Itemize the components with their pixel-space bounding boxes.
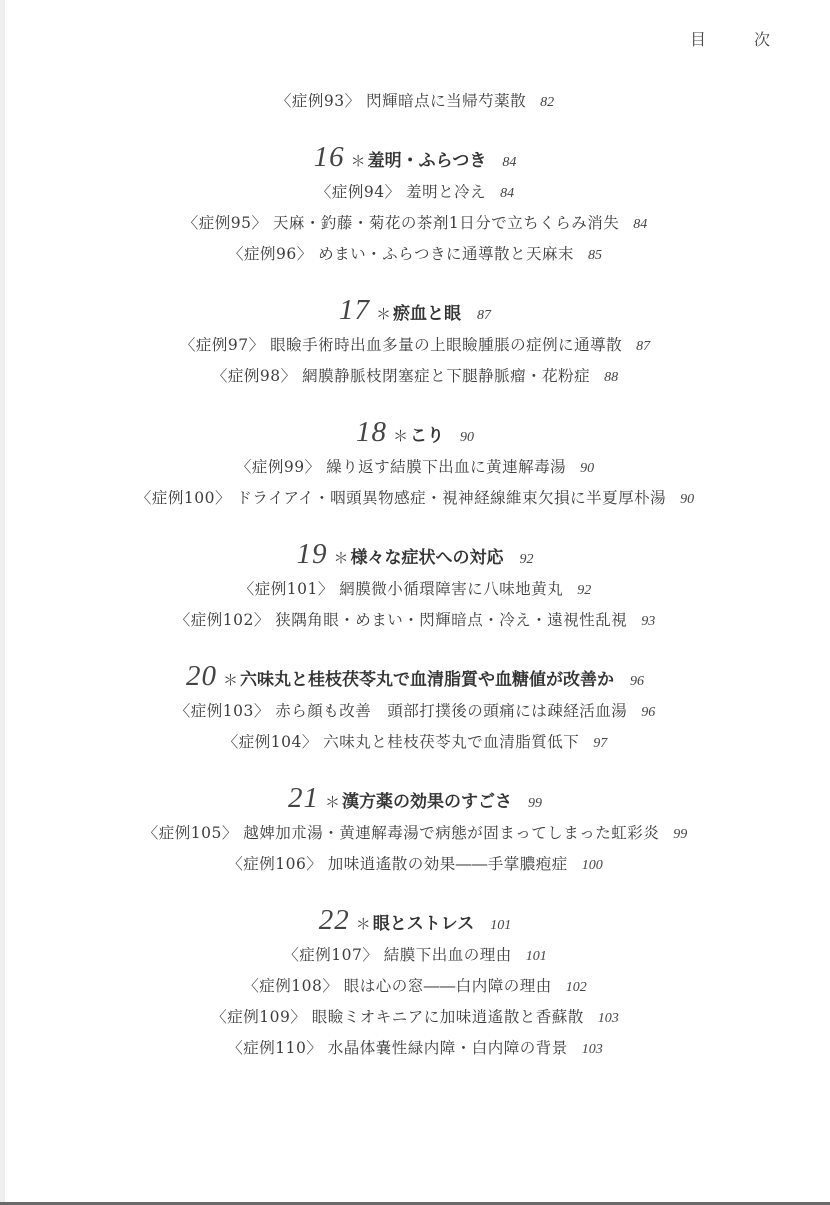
page-number: 84 — [633, 217, 648, 232]
case-label: 〈症例98〉 網膜静脈枝閉塞症と下腿静脈瘤・花粉症 — [211, 367, 591, 385]
page-number: 87 — [636, 339, 651, 354]
page-number: 101 — [525, 949, 547, 964]
toc-case-entry[interactable] — [0, 361, 830, 392]
toc-chapter-22[interactable] — [0, 900, 830, 940]
chapter-number: 17 — [338, 294, 370, 326]
chapter-title: 瘀血と眼 — [393, 304, 461, 324]
toc-chapter-21[interactable] — [0, 778, 830, 818]
chapter-title: 眼とストレス — [372, 914, 475, 934]
toc-case-entry[interactable] — [0, 330, 830, 361]
toc-case-entry[interactable] — [0, 940, 830, 971]
case-label: 〈症例102〉 狭隅角眼・めまい・閃輝暗点・冷え・遠視性乱視 — [174, 611, 628, 629]
chapter-number: 18 — [355, 416, 387, 448]
page-number: 102 — [565, 980, 587, 995]
toc-case-entry[interactable] — [0, 452, 830, 483]
chapter-number: 20 — [185, 660, 217, 692]
chapter-title: こり — [410, 426, 444, 446]
case-label: 〈症例106〉 加味逍遙散の効果――手掌膿疱症 — [227, 855, 568, 873]
case-label: 〈症例95〉 天麻・釣藤・菊花の茶剤1日分で立ちくらみ消失 — [182, 214, 620, 232]
toc-chapter-19[interactable] — [0, 534, 830, 574]
page-number: 96 — [630, 674, 644, 689]
page-number: 90 — [580, 461, 595, 476]
toc-chapter-16[interactable] — [0, 137, 830, 177]
page-number: 96 — [641, 705, 656, 720]
page-number: 93 — [641, 614, 656, 629]
toc-case-entry[interactable] — [0, 727, 830, 758]
toc-case-entry[interactable] — [0, 849, 830, 880]
page-number: 90 — [460, 430, 474, 445]
page-number: 88 — [604, 370, 619, 385]
case-label: 〈症例94〉 羞明と冷え — [315, 183, 487, 201]
case-label: 〈症例105〉 越婢加朮湯・黄連解毒湯で病態が固まってしまった虹彩炎 — [142, 824, 660, 842]
asterisk-icon: ＊ — [324, 793, 340, 811]
toc-chapter-18[interactable] — [0, 412, 830, 452]
asterisk-icon: ＊ — [375, 305, 391, 323]
asterisk-icon: ＊ — [350, 152, 366, 170]
toc-case-entry[interactable] — [0, 177, 830, 208]
case-label: 〈症例101〉 網膜微小循環障害に八味地黄丸 — [238, 580, 564, 598]
page-number: 103 — [597, 1011, 619, 1026]
running-head-left: 目 — [690, 30, 707, 49]
case-label: 〈症例96〉 めまい・ふらつきに通導散と天麻末 — [228, 245, 574, 263]
page-number: 101 — [490, 918, 512, 933]
chapter-number: 19 — [296, 538, 328, 570]
case-label: 〈症例104〉 六味丸と桂枝茯苓丸で血清脂質低下 — [222, 733, 580, 751]
page-number: 87 — [477, 308, 491, 323]
chapter-number: 21 — [287, 782, 319, 814]
chapter-title: 羞明・ふらつき — [367, 151, 487, 171]
page-number: 97 — [593, 736, 608, 751]
toc-case-entry[interactable] — [0, 574, 830, 605]
case-label: 〈症例97〉 眼瞼手術時出血多量の上眼瞼腫脹の症例に通導散 — [179, 336, 623, 354]
running-head-right: 次 — [753, 30, 770, 49]
running-head — [690, 27, 770, 50]
case-label: 〈症例109〉 眼瞼ミオキニアに加味逍遙散と香蘇散 — [211, 1008, 584, 1026]
page-number: 99 — [673, 827, 688, 842]
page-number: 90 — [680, 492, 695, 507]
toc-chapter-20[interactable] — [0, 656, 830, 696]
asterisk-icon: ＊ — [392, 427, 408, 445]
toc-case-entry[interactable] — [0, 696, 830, 727]
toc-case-entry[interactable] — [0, 1002, 830, 1033]
chapter-number: 16 — [313, 141, 345, 173]
toc-case-entry[interactable] — [0, 971, 830, 1002]
page-number: 84 — [500, 186, 515, 201]
asterisk-icon: ＊ — [222, 671, 238, 689]
page-number: 103 — [581, 1042, 603, 1057]
toc-chapter-17[interactable] — [0, 290, 830, 330]
asterisk-icon: ＊ — [355, 915, 371, 933]
case-label: 〈症例93〉 閃輝暗点に当帰芍薬散 — [275, 92, 527, 110]
case-label: 〈症例108〉 眼は心の窓――白内障の理由 — [243, 977, 552, 995]
toc-case-entry[interactable] — [0, 1033, 830, 1064]
page-number: 100 — [581, 858, 603, 873]
case-label: 〈症例107〉 結膜下出血の理由 — [283, 946, 512, 964]
toc-case-entry[interactable] — [0, 605, 830, 636]
chapter-title: 漢方薬の効果のすごさ — [342, 792, 512, 812]
case-label: 〈症例100〉 ドライアイ・咽頭異物感症・視神経線維束欠損に半夏厚朴湯 — [135, 489, 667, 507]
toc-case-entry[interactable] — [0, 818, 830, 849]
asterisk-icon: ＊ — [333, 549, 349, 567]
page-number: 84 — [502, 155, 517, 170]
table-of-contents — [0, 86, 830, 1064]
chapter-number: 22 — [318, 904, 350, 936]
toc-case-entry[interactable] — [0, 483, 830, 514]
toc-case-entry[interactable] — [0, 86, 830, 117]
case-label: 〈症例103〉 赤ら顔も改善 頭部打撲後の頭痛には疎経活血湯 — [174, 702, 628, 720]
toc-case-entry[interactable] — [0, 239, 830, 270]
toc-case-entry[interactable] — [0, 208, 830, 239]
page-number: 92 — [577, 583, 592, 598]
page-number: 82 — [540, 95, 555, 110]
page-number: 92 — [519, 552, 534, 567]
case-label: 〈症例99〉 繰り返す結膜下出血に黄連解毒湯 — [235, 458, 567, 476]
page-number: 99 — [528, 796, 542, 811]
case-label: 〈症例110〉 水晶体嚢性緑内障・白内障の背景 — [227, 1039, 568, 1057]
chapter-title: 六味丸と桂枝茯苓丸で血清脂質や血糖値が改善か — [240, 670, 614, 690]
page-number: 85 — [588, 248, 602, 263]
chapter-title: 様々な症状への対応 — [350, 548, 504, 568]
